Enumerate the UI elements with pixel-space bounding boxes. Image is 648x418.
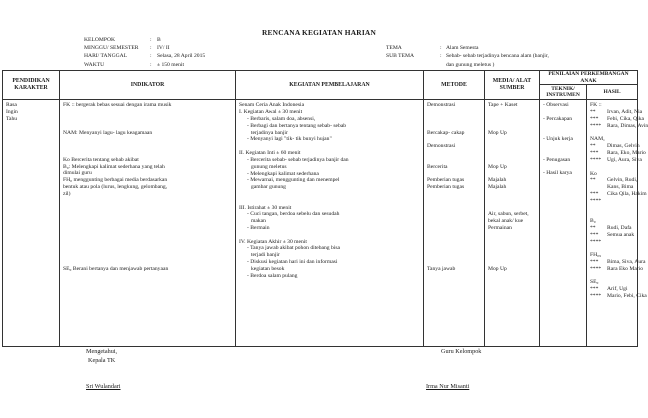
kegiatan-line: - Mewarnai, menggunting dan menempel <box>247 177 340 184</box>
hasil-names: Cika Qila, Hakim <box>607 190 647 197</box>
metode-line <box>427 232 482 239</box>
hasil-names: Mario, Febi, Cika <box>607 293 647 300</box>
hasil-grade: SE₀ <box>590 279 599 286</box>
kegiatan-cell <box>236 100 424 347</box>
kegiatan-line: II. Kegiatan Inti ± 60 menit <box>239 150 301 157</box>
hasil-grade <box>590 245 607 252</box>
hasil-names <box>607 171 635 178</box>
header-indikator: INDIKATOR <box>60 71 236 100</box>
metode-line <box>427 170 482 177</box>
indikator-line <box>63 225 233 232</box>
header-metode: METODE <box>424 71 485 100</box>
kegiatan-line: III. Istirahat ± 30 menit <box>239 204 292 211</box>
media-line <box>488 136 537 143</box>
meta-value: IV/ II <box>157 45 170 52</box>
kegiatan-line: gambar gunung <box>251 184 286 191</box>
kegiatan-line: kegiatan besok <box>251 265 285 272</box>
media-line <box>488 157 537 164</box>
teknik-line <box>543 143 584 150</box>
hasil-row <box>590 232 635 239</box>
header-hasil: HASIL <box>587 85 638 100</box>
indikator-line <box>63 136 233 143</box>
hasil-names: Bima, Siva, Aura <box>607 259 646 266</box>
hasil-row <box>590 239 635 246</box>
teknik-line: - Observasi <box>543 102 569 109</box>
media-line <box>488 170 537 177</box>
indikator-line: dimulai guru <box>63 170 92 177</box>
hasil-names: Semua anak <box>607 231 635 238</box>
teknik-cell <box>540 100 587 347</box>
hasil-names <box>607 164 635 171</box>
metode-line <box>427 109 482 116</box>
indikator-line: NAM: Menyanyi lagu- lagu keagamaan <box>63 129 153 136</box>
hasil-names <box>607 218 635 225</box>
hasil-names: Dimas, Gelvin <box>607 143 640 150</box>
meta-value: Selasa, 28 April 2015 <box>157 53 206 60</box>
teknik-line <box>543 130 584 137</box>
hasil-names <box>607 252 635 259</box>
indikator-line <box>63 150 233 157</box>
meta-colon: : <box>440 45 442 52</box>
hasil-row <box>590 171 635 178</box>
hasil-row <box>590 286 635 293</box>
indikator-cell <box>60 100 236 347</box>
hasil-names <box>607 205 635 212</box>
metode-line: Pemberian tugas <box>427 184 465 191</box>
metode-line <box>427 245 482 252</box>
kegiatan-line: - Bercerita sebab- sebab terjadinya banjir dan <box>247 156 349 163</box>
indikator-line <box>63 123 233 130</box>
hasil-grade: *** <box>590 286 599 293</box>
media-line <box>488 245 537 252</box>
karakter-line: Tahu <box>6 116 18 123</box>
metode-line <box>427 238 482 245</box>
hasil-grade: Ko <box>590 170 597 177</box>
hasil-grade: **** <box>590 265 602 272</box>
header-penilaian: PENILAIAN PERKEMBANGAN ANAK <box>540 71 638 85</box>
indikator-line: zil) <box>63 190 71 197</box>
metode-line <box>427 211 482 218</box>
hasil-names <box>607 211 635 218</box>
meta-colon: : <box>150 45 152 52</box>
metode-line <box>427 136 482 143</box>
metode-line <box>427 204 482 211</box>
kegiatan-line: IV. Kegiatan Akhir ± 30 menit <box>239 238 307 245</box>
hasil-grade <box>590 184 607 191</box>
hasil-grade <box>590 164 607 171</box>
meta-label: KELOMPOK <box>84 37 116 43</box>
teknik-line <box>543 164 584 171</box>
hasil-grade: *** <box>590 150 599 157</box>
hasil-row <box>590 225 635 232</box>
hasil-row <box>590 136 635 143</box>
hasil-names <box>607 273 635 280</box>
metode-line <box>427 252 482 259</box>
indikator-line <box>63 259 233 266</box>
media-line: bekal anak/ kue <box>488 218 524 225</box>
hasil-row <box>590 143 640 150</box>
teknik-line: - Unjuk kerja <box>543 136 573 143</box>
media-line <box>488 123 537 130</box>
indikator-line <box>63 245 233 252</box>
hasil-row <box>590 252 635 259</box>
footer-kepala-name: Sri Wulandari <box>86 383 121 390</box>
metode-line <box>427 123 482 130</box>
activity-table <box>2 70 648 347</box>
hasil-row <box>590 190 647 198</box>
metode-line <box>427 259 482 266</box>
hasil-names <box>607 130 635 137</box>
hasil-grade <box>590 130 607 137</box>
kegiatan-line: - Tanya jawab akibat pohon ditebang bisa <box>247 245 341 252</box>
media-line <box>488 252 537 259</box>
document-title: RENCANA KEGIATAN HARIAN <box>262 28 376 37</box>
meta-value: B <box>157 37 161 43</box>
kegiatan-line: terjadi banjir <box>251 252 280 259</box>
meta-colon: : <box>150 37 152 43</box>
indikator-line <box>63 252 233 259</box>
meta-label: SUB TEMA <box>386 53 415 60</box>
hasil-grade: **** <box>590 238 602 245</box>
hasil-names: Rudi, Dafa <box>607 224 632 231</box>
media-cell <box>485 100 540 347</box>
hasil-names: Ugi, Aura, Siva <box>607 156 642 163</box>
meta-label: MINGGU/ SEMESTER <box>84 45 139 52</box>
meta-value: ± 150 menit <box>157 61 184 68</box>
meta-colon: : <box>150 61 152 68</box>
media-line <box>488 150 537 157</box>
hasil-row <box>590 122 648 130</box>
kegiatan-line <box>239 198 421 205</box>
hasil-names: Febi, Cika, Qika <box>607 116 644 123</box>
hasil-grade: ** <box>590 109 596 116</box>
indikator-line: SE₀ Berani bertanya dan menjawab pertanyaan <box>63 265 169 272</box>
footer-guru-name: Irma Nur Misanti <box>426 383 470 390</box>
kegiatan-line: gunung meletus <box>251 163 287 170</box>
teknik-line <box>543 123 584 130</box>
kegiatan-line: - Berbaris, salam doa, absensi, <box>247 116 316 123</box>
media-line: Mop Up <box>488 163 507 170</box>
footer-mengetahui: Mengetahui, <box>86 348 118 355</box>
indikator-line <box>63 204 233 211</box>
hasil-names <box>607 102 635 109</box>
metode-line: Pemberian tugas <box>427 177 465 184</box>
hasil-row <box>590 164 635 171</box>
teknik-line: - Percakapan <box>543 116 573 123</box>
metode-line: Bercakap- cakap <box>427 129 465 136</box>
hasil-names <box>607 198 635 205</box>
meta-colon: : <box>440 53 442 60</box>
karakter-cell <box>3 100 60 347</box>
media-line <box>488 143 537 150</box>
media-line: Air, sabun, serbet, <box>488 211 529 218</box>
media-line <box>488 191 537 198</box>
hasil-grade: FK :: <box>590 102 602 109</box>
indikator-line: FK :: bergerak bebas sesuai dengan irama musik <box>63 102 172 109</box>
kegiatan-line: - Melengkapi kalimat sederhana <box>247 170 319 177</box>
metode-line <box>427 116 482 123</box>
media-line: Mop Up <box>488 129 507 136</box>
hasil-grade: NAM₁ <box>590 136 606 143</box>
header-karakter: PENDIDIKAN KARAKTER <box>3 71 60 100</box>
hasil-names: Rara, Eko, Mario <box>607 150 646 157</box>
media-line <box>488 238 537 245</box>
media-line <box>488 116 537 123</box>
kegiatan-line: - Berdoa salam pulang <box>247 272 298 279</box>
meta-colon: : <box>150 53 152 60</box>
karakter-line: Rasa <box>6 102 17 109</box>
media-line: Tape + Kaset <box>488 102 518 109</box>
media-line <box>488 109 537 116</box>
metode-line: Tanya jawab <box>427 265 456 272</box>
hasil-row <box>590 130 635 137</box>
hasil-grade: ** <box>590 143 596 150</box>
metode-line <box>427 157 482 164</box>
header-kegiatan: KEGIATAN PEMBELAJARAN <box>236 71 424 100</box>
metode-line: Demonstrasi <box>427 143 456 150</box>
hasil-grade: **** <box>590 293 602 300</box>
media-line: Mop Up <box>488 265 507 272</box>
metode-cell <box>424 100 485 347</box>
kegiatan-line: I. Kegiatan Awal ± 30 menit <box>239 109 303 116</box>
indikator-line: FH₀ menggunting berbagai media berdasarkan <box>63 177 168 184</box>
metode-line <box>427 198 482 205</box>
hasil-names <box>607 245 635 252</box>
kegiatan-line: - Bermain <box>247 224 270 231</box>
kegiatan-line <box>239 191 421 198</box>
media-line <box>488 232 537 239</box>
hasil-row <box>590 245 635 252</box>
media-line <box>488 198 537 205</box>
meta-value: dan gunung meletus ) <box>446 61 495 68</box>
media-line: Majalah <box>488 177 507 184</box>
hasil-names <box>607 136 635 143</box>
hasil-row <box>590 177 638 184</box>
hasil-grade: *** <box>590 231 599 238</box>
hasil-row <box>590 184 635 191</box>
hasil-names: Irvan, Adit, Nia <box>607 109 643 116</box>
hasil-grade: **** <box>590 122 602 129</box>
indikator-line: Ko Bercerita tentang sebab akibat <box>63 156 139 163</box>
kegiatan-line: makan <box>251 218 266 225</box>
kegiatan-line <box>239 143 421 150</box>
hasil-grade <box>590 205 607 212</box>
indikator-line <box>63 109 233 116</box>
metode-line <box>427 225 482 232</box>
karakter-line: Ingin <box>6 109 18 116</box>
indikator-line <box>63 198 233 205</box>
hasil-names: Arif, Ugi <box>607 286 628 293</box>
media-line: Majalah <box>488 184 507 191</box>
indikator-line <box>63 116 233 123</box>
hasil-grade: *** <box>590 116 599 123</box>
meta-label: TEMA <box>386 45 402 52</box>
hasil-names: Gelvin, Rudi, <box>607 177 638 184</box>
hasil-row <box>590 205 635 212</box>
header-media: MEDIA/ ALAT SUMBER <box>485 71 540 100</box>
hasil-row <box>590 218 635 225</box>
indikator-line <box>63 143 233 150</box>
hasil-row <box>590 293 647 300</box>
hasil-grade: ** <box>590 224 596 231</box>
hasil-row <box>590 273 635 280</box>
indikator-line <box>63 218 233 225</box>
metode-line <box>427 218 482 225</box>
hasil-grade: *** <box>590 259 599 266</box>
kegiatan-line: terjadinya banjir <box>251 129 288 136</box>
hasil-row <box>590 259 646 266</box>
kegiatan-line <box>239 232 421 239</box>
meta-label: HARI/ TANGGAL <box>84 53 128 60</box>
indikator-line <box>63 238 233 245</box>
teknik-line: - Hasil karya <box>543 170 572 177</box>
teknik-line: - Penugasan <box>543 156 571 163</box>
hasil-row <box>590 265 644 273</box>
indikator-line: B₀: Melengkapi kalimat sederhana yang telah <box>63 163 165 170</box>
kegiatan-line: - Cuci tangan, berdoa sebelu dan sesudah <box>247 211 340 218</box>
hasil-row <box>590 150 646 157</box>
hasil-names: Kans, Bima <box>607 184 634 191</box>
media-line: Permainan <box>488 224 512 231</box>
kegiatan-line: Senam Ceria Anak Indonesia <box>239 102 305 109</box>
hasil-grade: **** <box>590 156 602 163</box>
hasil-grade <box>590 273 607 280</box>
metode-line: Demonstrasi <box>427 102 456 109</box>
hasil-names <box>607 239 635 246</box>
hasil-grade: ** <box>590 177 596 184</box>
hasil-row <box>590 198 635 205</box>
footer-guru: Guru Kelompok <box>441 348 482 355</box>
kegiatan-line: - Menyanyi lagi "tik- tik bunyi hujan" <box>247 136 332 143</box>
hasil-names: Rara, Dimas, Avin <box>607 122 648 129</box>
kegiatan-line: - Berbagi dan bertanya tentang sebab- sebab <box>247 122 347 129</box>
kegiatan-line: - Diskusi kegiatan hari ini dan informasi <box>247 259 338 266</box>
meta-value: Alam Semesta <box>446 45 479 52</box>
media-line <box>488 259 537 266</box>
hasil-grade: B₀ <box>590 218 596 225</box>
teknik-line <box>543 150 584 157</box>
hasil-row <box>590 116 644 123</box>
teknik-line <box>543 109 584 116</box>
indikator-line <box>63 211 233 218</box>
hasil-row <box>590 156 642 164</box>
hasil-row <box>590 211 635 218</box>
hasil-grade: FH₀₉ <box>590 252 602 259</box>
metode-line <box>427 150 482 157</box>
media-line <box>488 204 537 211</box>
meta-label: WAKTU <box>84 61 105 68</box>
indikator-line: bentuk atau pola (lurus, lengkung, gelombang, <box>63 184 168 191</box>
indikator-line <box>63 232 233 239</box>
hasil-names: Rara Eko Mario <box>607 265 644 272</box>
header-teknik: TEKNIK/ INSTRUMEN <box>540 85 587 100</box>
hasil-cell <box>587 100 648 347</box>
metode-line: Bercerita <box>427 163 448 170</box>
meta-value: Sebab- sebab terjadinya bencana alam (banjir, <box>446 53 549 60</box>
hasil-grade: *** <box>590 190 599 197</box>
hasil-grade <box>590 211 607 218</box>
hasil-grade: **** <box>590 197 602 204</box>
hasil-row <box>590 102 635 109</box>
metode-line <box>427 191 482 198</box>
footer-kepala: Kepala TK <box>88 357 116 364</box>
hasil-row <box>590 109 643 116</box>
